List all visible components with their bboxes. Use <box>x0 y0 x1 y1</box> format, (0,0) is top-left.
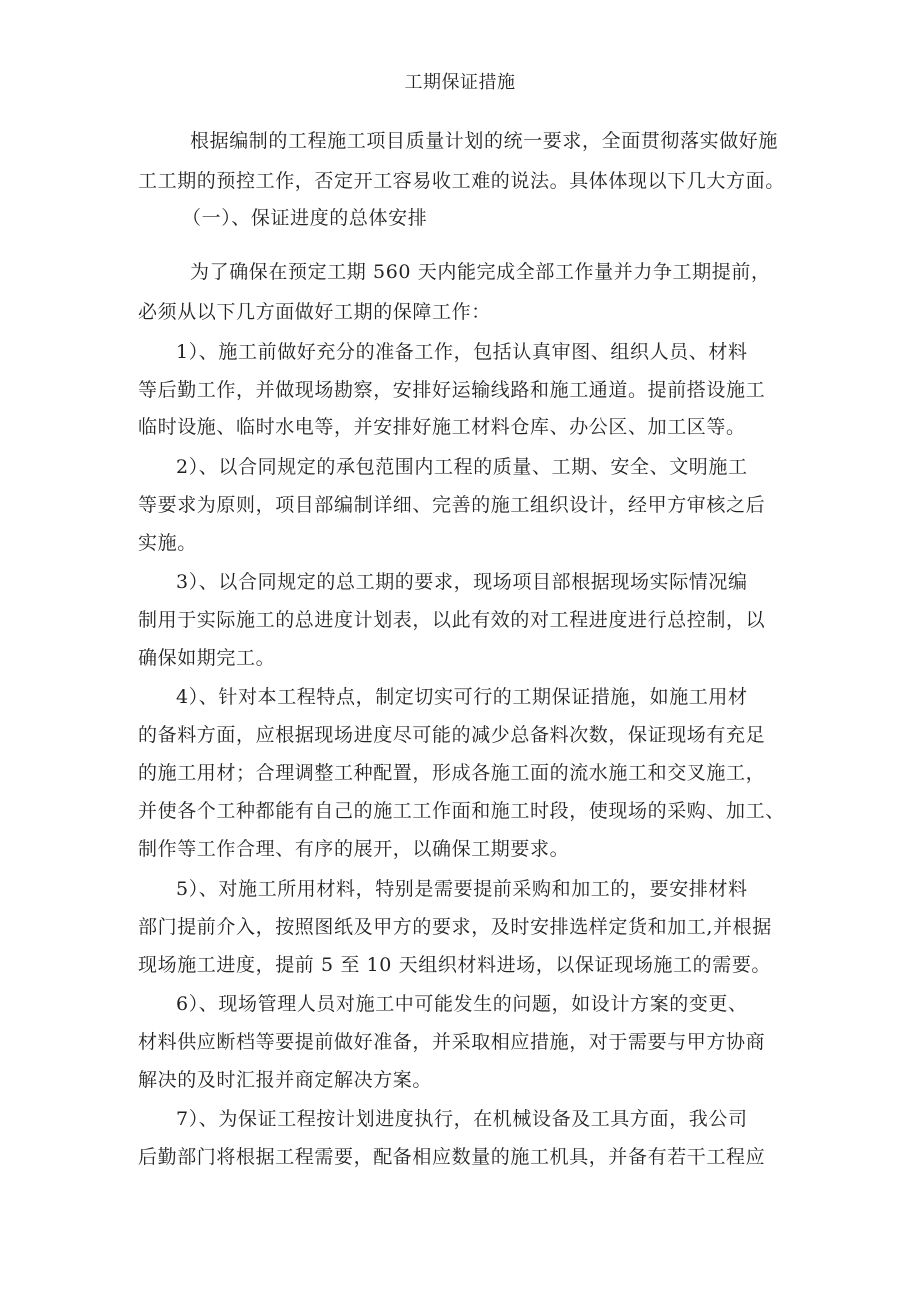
intro-line: 工工期的预控工作，否定开工容易收工难的说法。具体体现以下几大方面。 <box>138 170 785 192</box>
item-line: 的备料方面，应根据现场进度尽可能的减少总备料次数，保证现场有充足 <box>138 724 766 746</box>
item-line: 4）、针对本工程特点，制定切实可行的工期保证措施，如施工用材 <box>176 686 748 708</box>
lead-line: 为了确保在预定工期 560 天内能完成全部工作量并力争工期提前， <box>190 261 771 283</box>
item-line: 6）、现场管理人员对施工中可能发生的问题，如设计方案的变更、 <box>176 993 748 1015</box>
item-line: 制用于实际施工的总进度计划表，以此有效的对工程进度进行总控制，以 <box>138 609 766 631</box>
page-title: 工期保证措施 <box>404 72 516 93</box>
section-heading: （一）、保证进度的总体安排 <box>182 207 428 229</box>
item-line: 并使各个工种都能有自己的施工工作面和施工时段，使现场的采购、加工、 <box>138 800 785 822</box>
item-line: 3）、以合同规定的总工期的要求，现场项目部根据现场实际情况编 <box>176 571 748 593</box>
item-line: 后勤部门将根据工程需要，配备相应数量的施工机具，并备有若干工程应 <box>138 1146 766 1168</box>
item-line: 等要求为原则，项目部编制详细、完善的施工组织设计，经甲方审核之后 <box>138 494 766 516</box>
intro-line: 根据编制的工程施工项目质量计划的统一要求，全面贯彻落实做好施 <box>190 130 779 152</box>
item-line: 制作等工作合理、有序的展开，以确保工期要求。 <box>138 838 570 860</box>
item-line: 实施。 <box>138 532 197 554</box>
item-line: 临时设施、临时水电等，并安排好施工材料仓库、办公区、加工区等。 <box>138 416 746 438</box>
item-line: 确保如期完工。 <box>138 647 276 669</box>
item-line: 部门提前介入，按照图纸及甲方的要求，及时安排选样定货和加工,并根据 <box>138 916 772 938</box>
item-line: 5）、对施工所用材料，特别是需要提前采购和加工的，要安排材料 <box>176 878 748 900</box>
item-line: 1）、施工前做好充分的准备工作，包括认真审图、组织人员、材料 <box>176 341 748 363</box>
lead-line: 必须从以下几方面做好工期的保障工作： <box>138 301 491 323</box>
item-line: 7）、为保证工程按计划进度执行，在机械设备及工具方面，我公司 <box>176 1108 748 1130</box>
item-line: 解决的及时汇报并商定解决方案。 <box>138 1069 433 1091</box>
item-line: 2）、以合同规定的承包范围内工程的质量、工期、安全、文明施工 <box>176 456 748 478</box>
item-line: 等后勤工作，并做现场勘察，安排好运输线路和施工通道。提前搭设施工 <box>138 379 766 401</box>
item-line: 材料供应断档等要提前做好准备，并采取相应措施，对于需要与甲方协商 <box>138 1031 766 1053</box>
item-line: 的施工用材；合理调整工种配置，形成各施工面的流水施工和交叉施工， <box>138 762 766 784</box>
item-line: 现场施工进度，提前 5 至 10 天组织材料进场，以保证现场施工的需要。 <box>138 954 772 976</box>
